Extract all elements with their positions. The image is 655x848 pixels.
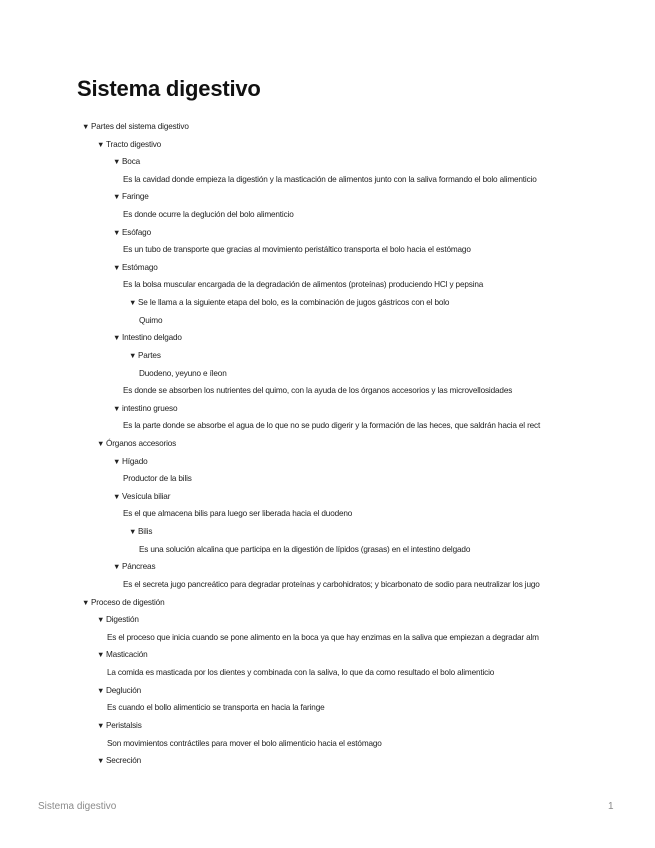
partes-intestino-text: Duodeno, yeyuno e íleon <box>139 369 227 378</box>
toggle-masticacion[interactable]: ▼ Masticación <box>97 650 148 659</box>
triangle-down-icon: ▼ <box>97 756 105 765</box>
toggle-digestion[interactable]: ▼ Digestión <box>97 615 139 624</box>
toggle-pancreas[interactable]: ▼ Páncreas <box>113 562 156 571</box>
triangle-down-icon: ▼ <box>113 192 121 201</box>
triangle-down-icon: ▼ <box>113 404 121 413</box>
toggle-deglucion[interactable]: ▼ Deglución <box>97 686 142 695</box>
page-title: Sistema digestivo <box>77 76 261 101</box>
intestino-delgado-text: Es donde se absorben los nutrientes del quimo, con la ayuda de los órganos accesorios y las microvellosidades <box>123 386 513 395</box>
footer-page-number: 1 <box>608 801 614 812</box>
triangle-down-icon: ▼ <box>129 351 137 360</box>
triangle-down-icon: ▼ <box>113 333 121 342</box>
triangle-down-icon: ▼ <box>97 615 105 624</box>
triangle-down-icon: ▼ <box>113 228 121 237</box>
toggle-intestino-grueso[interactable]: ▼ intestino grueso <box>113 404 178 413</box>
triangle-down-icon: ▼ <box>97 686 105 695</box>
toggle-boca[interactable]: ▼ Boca <box>113 157 141 166</box>
peristalsis-text: Son movimientos contráctiles para mover el bolo alimenticio hacia el estómago <box>107 739 382 748</box>
estomago-text: Es la bolsa muscular encargada de la degradación de alimentos (proteínas) produciendo HCl y pepsina <box>123 280 484 289</box>
esofago-text: Es un tubo de transporte que gracias al movimiento peristáltico transporta el bolo hacia el estómago <box>123 245 471 254</box>
triangle-down-icon: ▼ <box>113 562 121 571</box>
triangle-down-icon: ▼ <box>82 598 90 607</box>
triangle-down-icon: ▼ <box>113 263 121 272</box>
toggle-partes-sistema-digestivo[interactable]: ▼ Partes del sistema digestivo <box>82 122 189 131</box>
triangle-down-icon: ▼ <box>97 721 105 730</box>
toggle-tracto-digestivo[interactable]: ▼ Tracto digestivo <box>97 140 162 149</box>
triangle-down-icon: ▼ <box>129 527 137 536</box>
toggle-peristalsis[interactable]: ▼ Peristalsis <box>97 721 142 730</box>
deglucion-text: Es cuando el bollo alimenticio se transporta en hacia la faringe <box>107 703 325 712</box>
triangle-down-icon: ▼ <box>97 650 105 659</box>
toggle-quimo[interactable]: ▼ Se le llama a la siguiente etapa del bolo, es la combinación de jugos gástricos con el bolo <box>129 298 450 307</box>
toggle-faringe[interactable]: ▼ Faringe <box>113 192 149 201</box>
digestion-text: Es el proceso que inicia cuando se pone alimento en la boca ya que hay enzimas en la saliva que empiezan a degradar alm <box>107 633 539 642</box>
toggle-proceso-digestion[interactable]: ▼ Proceso de digestión <box>82 598 165 607</box>
triangle-down-icon: ▼ <box>113 157 121 166</box>
triangle-down-icon: ▼ <box>113 457 121 466</box>
pancreas-text: Es el secreta jugo pancreático para degradar proteínas y carbohidratos; y bicarbonato de sodio para neutralizar los jugo <box>123 580 540 589</box>
toggle-esofago[interactable]: ▼ Esófago <box>113 228 151 237</box>
higado-text: Productor de la bilis <box>123 474 192 483</box>
toggle-organos-accesorios[interactable]: ▼ Órganos accesorios <box>97 439 177 448</box>
toggle-partes-intestino[interactable]: ▼ Partes <box>129 351 161 360</box>
toggle-higado[interactable]: ▼ Hígado <box>113 457 148 466</box>
toggle-intestino-delgado[interactable]: ▼ Intestino delgado <box>113 333 182 342</box>
vesicula-text: Es el que almacena bilis para luego ser liberada hacia el duodeno <box>123 509 353 518</box>
footer-title: Sistema digestivo <box>38 801 117 812</box>
triangle-down-icon: ▼ <box>97 140 105 149</box>
triangle-down-icon: ▼ <box>97 439 105 448</box>
toggle-secrecion[interactable]: ▼ Secreción <box>97 756 142 765</box>
bilis-text: Es una solución alcalina que participa en la digestión de lípidos (grasas) en el intestino delgado <box>139 545 471 554</box>
triangle-down-icon: ▼ <box>113 492 121 501</box>
quimo-text: Quimo <box>139 316 163 325</box>
faringe-text: Es donde ocurre la deglución del bolo alimenticio <box>123 210 294 219</box>
toggle-bilis[interactable]: ▼ Bilis <box>129 527 153 536</box>
toggle-vesicula-biliar[interactable]: ▼ Vesícula biliar <box>113 492 171 501</box>
triangle-down-icon: ▼ <box>82 122 90 131</box>
toggle-estomago[interactable]: ▼ Estómago <box>113 263 158 272</box>
boca-text: Es la cavidad donde empieza la digestión y la masticación de alimentos junto con la saliva formando el bolo alimenticio <box>123 175 537 184</box>
masticacion-text: La comida es masticada por los dientes y combinada con la saliva, lo que da como resultado el bolo alimenticio <box>107 668 495 677</box>
intestino-grueso-text: Es la parte donde se absorbe el agua de lo que no se pudo digerir y la formación de las heces, que saldrán hacia el rect <box>123 421 541 430</box>
triangle-down-icon: ▼ <box>129 298 137 307</box>
